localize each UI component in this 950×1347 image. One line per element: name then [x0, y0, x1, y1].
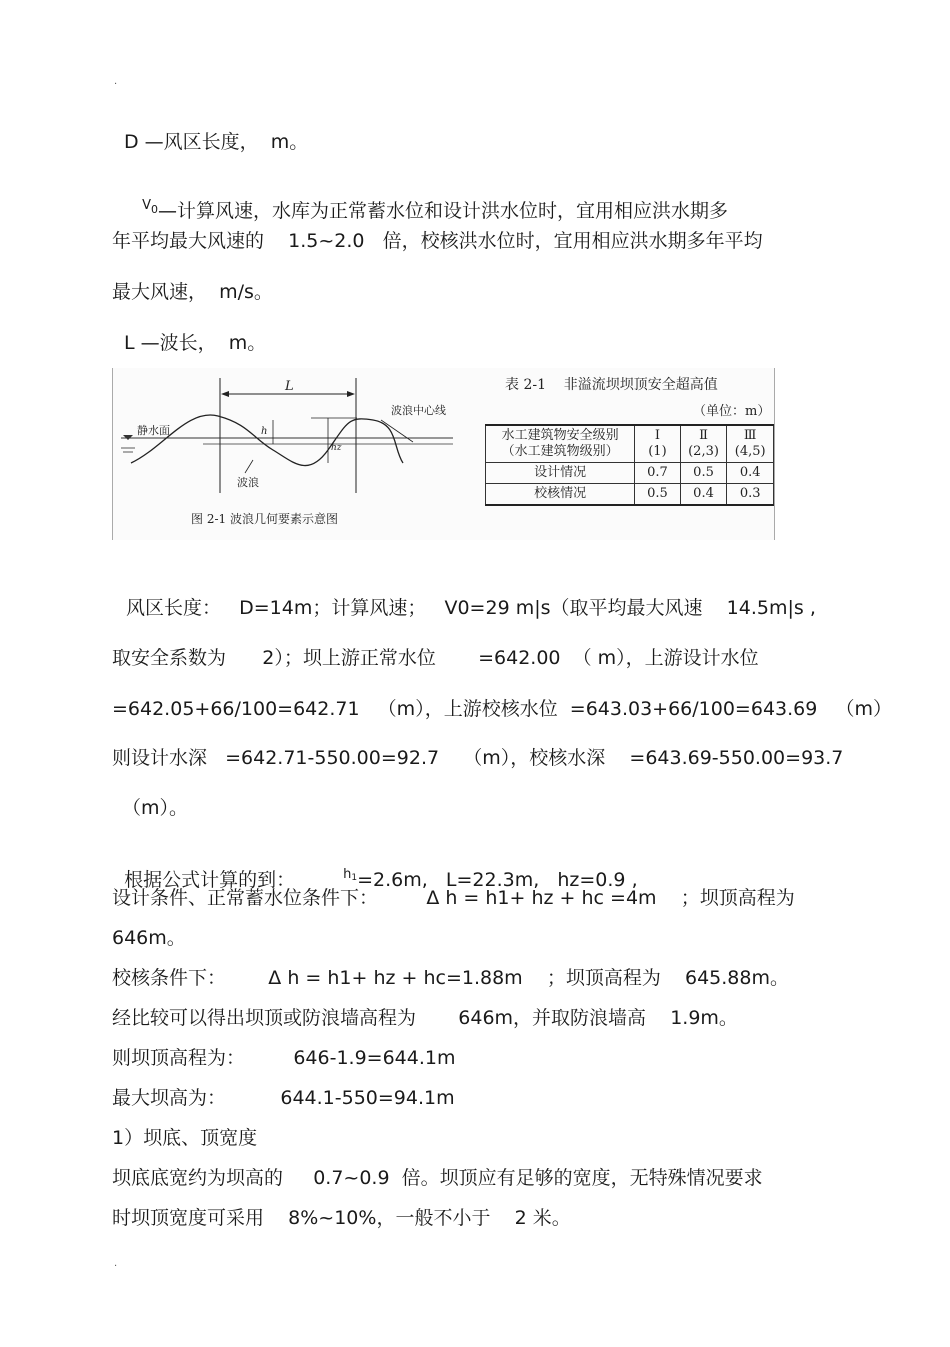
page-dot-bottom: . [114, 1258, 118, 1269]
definition-v0-line2: 年平均最大风速的 1.5~2.0 倍，校核洪水位时，宜用相应洪水期多年平均 [112, 230, 763, 252]
design-condition-line: 设计条件、正常蓄水位条件下： Δ h = h1+ hz + hc =4m ；坝顶高程为 [112, 887, 795, 909]
formula-values: =2.6m, L=22.3m, hz=0.9 , [357, 869, 638, 891]
row-value: 0.5 [680, 463, 727, 484]
table-header-label [486, 425, 635, 463]
table-title: 表 2-1 非溢流坝坝顶安全超高值 [505, 377, 718, 393]
v0-description: —计算风速，水库为正常蓄水位和设计洪水位时，宜用相应洪水期多 [158, 200, 729, 222]
header-label-line1: 水工建筑物安全级别 [501, 428, 619, 443]
definition-v0-line3: 最大风速， m/s。 [112, 281, 273, 303]
col2-level: (2,3) [688, 444, 719, 459]
section-title: 1）坝底、顶宽度 [112, 1127, 258, 1149]
figure-caption: 图 2-1 波浪几何要素示意图 [191, 512, 338, 526]
row-label: 设计情况 [486, 463, 635, 484]
formula-h-subscript: 1 [351, 873, 358, 883]
table-unit: （单位：m） [693, 404, 771, 419]
definition-l: L —波长， m。 [124, 332, 267, 354]
calc-paragraph-line5: （m）。 [122, 797, 189, 819]
design-condition-line2: 646m。 [112, 927, 186, 949]
col3-grade: Ⅲ [743, 428, 757, 443]
row-value: 0.5 [635, 484, 681, 506]
definition-v0 [130, 178, 728, 225]
col1-grade: Ⅰ [654, 428, 661, 443]
label-wave: 波浪 [237, 476, 259, 489]
width-line1: 坝底底宽约为坝高的 0.7~0.9 倍。坝顶应有足够的宽度，无特殊情况要求 [112, 1167, 763, 1189]
table-header-col1 [635, 425, 681, 463]
row-value: 0.4 [680, 484, 727, 506]
page-dot-top: . [114, 76, 118, 87]
calc-paragraph-line2: 取安全系数为 2）；坝上游正常水位 =642.00 （ m），上游设计水位 [112, 647, 759, 669]
calc-paragraph-line1: 风区长度： D=14m；计算风速； V0=29 m|s（取平均最大风速 14.5m|s , [126, 597, 816, 619]
calc-paragraph-line4: 则设计水深 =642.71-550.00=92.7 （m），校核水深 =643.69-550.00=93.7 [112, 747, 844, 769]
definition-d: D —风区长度， m。 [124, 131, 309, 153]
calc-paragraph-line3: =642.05+66/100=642.71 （m），上游校核水位 =643.03+66/100=643.69 （m） [112, 698, 892, 720]
formula-h-symbol: h [343, 867, 352, 882]
safety-height-table [485, 424, 774, 506]
table-header-col3 [727, 425, 774, 463]
v0-subscript: 0 [151, 203, 158, 216]
col1-level: (1) [648, 444, 667, 459]
label-hz: hz [331, 443, 342, 453]
col2-grade: Ⅱ [699, 428, 708, 443]
figure-panel [112, 368, 775, 540]
formula-prefix: 根据公式计算的到： [124, 869, 296, 891]
max-dam-height-line: 最大坝高为： 644.1-550=94.1m [112, 1087, 455, 1109]
width-line2: 时坝顶宽度可采用 8%~10%，一般不小于 2 米。 [112, 1207, 571, 1229]
label-still-water: 静水面 [137, 424, 170, 437]
row-value: 0.7 [635, 463, 681, 484]
row-label: 校核情况 [486, 484, 635, 506]
crest-elevation-line: 则坝顶高程为： 646-1.9=644.1m [112, 1047, 456, 1069]
col3-level: (4,5) [734, 444, 766, 459]
label-h: h [261, 426, 268, 437]
table-row [486, 463, 774, 484]
row-value: 0.3 [727, 484, 774, 506]
header-label-line2: （水工建筑物级别） [501, 444, 619, 459]
table-header-row [486, 425, 774, 463]
check-condition-line: 校核条件下： Δ h = h1+ hz + hc=1.88m ；坝顶高程为 645.88m。 [112, 967, 789, 989]
table-row [486, 484, 774, 506]
row-value: 0.4 [727, 463, 774, 484]
table-header-col2 [680, 425, 727, 463]
label-wave-center: 波浪中心线 [391, 404, 446, 417]
label-L: L [285, 379, 294, 394]
v0-symbol: V [142, 198, 151, 213]
comparison-line: 经比较可以得出坝顶或防浪墙高程为 646m，并取防浪墙高 1.9m。 [112, 1007, 738, 1029]
